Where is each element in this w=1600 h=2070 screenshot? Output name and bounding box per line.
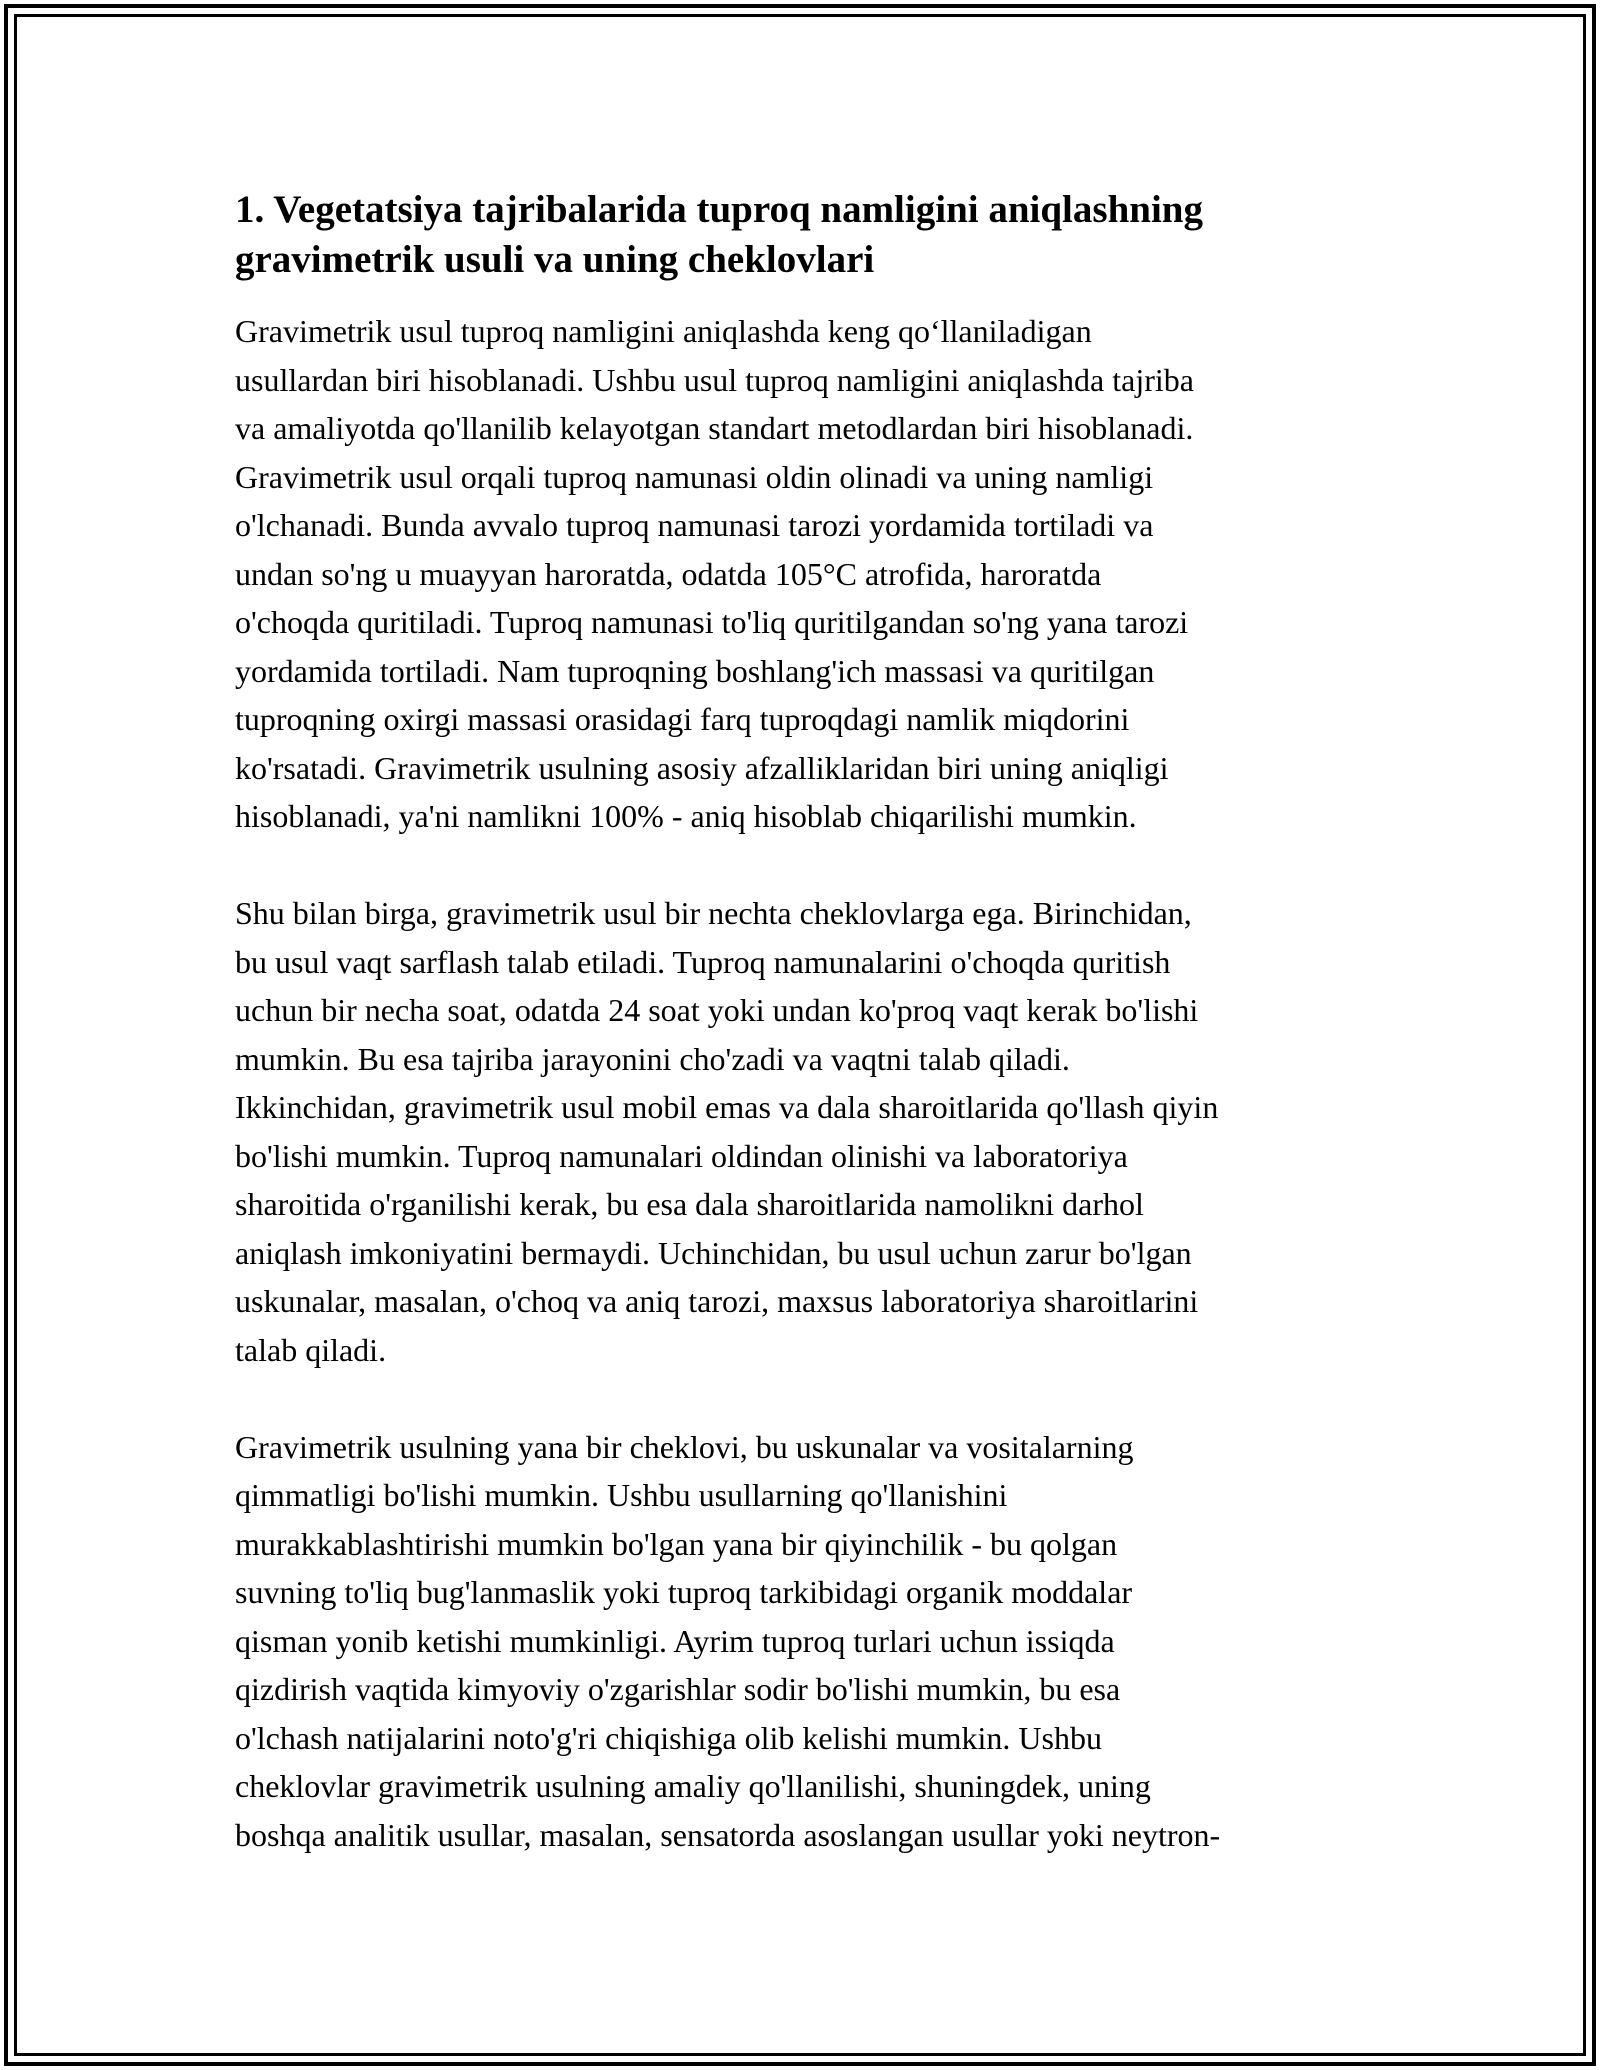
text-line: bu usul vaqt sarflash talab etiladi. Tuproq namunalarini o'choqda quritish [235,943,1171,980]
text-line: cheklovlar gravimetrik usulning amaliy qo'llanilishi, shuningdek, uning [235,1768,1151,1804]
text-line: qimmatligi bo'lishi mumkin. Ushbu usullarning qo'llanishini [235,1477,1008,1513]
text-line: Ikkinchidan, gravimetrik usul mobil emas va dala sharoitlarida qo'llash qiyin [235,1089,1219,1125]
text-line: Gravimetrik usul orqali tuproq namunasi oldin olinadi va uning namligi [235,458,1154,495]
text-line: boshqa analitik usullar, masalan, sensatorda asoslangan usullar yoki neytron- [235,1816,1221,1853]
text-line: mumkin. Bu esa tajriba jarayonini cho'zadi va vaqtni talab qiladi. [235,1040,1070,1077]
text-line: qisman yonib ketishi mumkinligi. Ayrim tuproq turlari uchun issiqda [235,1622,1115,1659]
text-line: hisoblanadi, ya'ni namlikni 100% - aniq hisoblab chiqarilishi mumkin. [235,798,1137,834]
paragraph-1 [235,307,1375,841]
text-line: aniqlash imkoniyatini bermaydi. Uchinchidan, bu usul uchun zarur bo'lgan [235,1234,1192,1271]
text-line: usullardan biri hisoblanadi. Ushbu usul tuproq namligini aniqlashda tajriba [235,361,1194,398]
text-line: undan so'ng u muayyan haroratda, odatda 105°C atrofida, haroratda [235,555,1102,592]
text-line: bo'lishi mumkin. Tuproq namunalari oldindan olinishi va laboratoriya [235,1137,1128,1174]
text-line: uchun bir necha soat, odatda 24 soat yoki undan ko'proq vaqt kerak bo'lishi [235,992,1199,1028]
paragraph-3 [235,1423,1375,1860]
text-line: Gravimetrik usulning yana bir cheklovi, bu uskunalar va vositalarning [235,1428,1134,1465]
text-line: uskunalar, masalan, o'choq va aniq tarozi, maxsus laboratoriya sharoitlarini [235,1283,1199,1319]
paragraph-2 [235,889,1375,1374]
text-line: ko'rsatadi. Gravimetrik usulning asosiy afzalliklaridan biri uning aniqligi [235,749,1169,786]
section-heading [235,185,1375,285]
heading-line: gravimetrik usuli va uning cheklovlari [235,238,875,281]
heading-line: 1. Vegetatsiya tajribalarida tuproq namligini aniqlashning [235,188,1203,231]
text-line: qizdirish vaqtida kimyoviy o'zgarishlar sodir bo'lishi mumkin, bu esa [235,1671,1121,1707]
text-line: talab qiladi. [235,1331,387,1368]
text-line: yordamida tortiladi. Nam tuproqning boshlang'ich massasi va quritilgan [235,652,1155,689]
text-line: o'choqda quritiladi. Tuproq namunasi to'liq quritilgandan so'ng yana tarozi [235,604,1189,640]
text-line: sharoitida o'rganilishi kerak, bu esa dala sharoitlarida namolikni darhol [235,1186,1144,1222]
text-line: o'lchanadi. Bunda avvalo tuproq namunasi tarozi yordamida tortiladi va [235,507,1154,543]
text-line: Gravimetrik usul tuproq namligini aniqlashda keng qo‘llaniladigan [235,313,1092,349]
text-line: murakkablashtirishi mumkin bo'lgan yana bir qiyinchilik - bu qolgan [235,1525,1118,1562]
document-body [235,185,1375,1908]
text-line: suvning to'liq bug'lanmaslik yoki tuproq tarkibidagi organik moddalar [235,1574,1133,1610]
text-line: va amaliyotda qo'llanilib kelayotgan standart metodlardan biri hisoblanadi. [235,410,1194,446]
text-line: tuproqning oxirgi massasi orasidagi farq tuproqdagi namlik miqdorini [235,701,1130,737]
text-line: Shu bilan birga, gravimetrik usul bir nechta cheklovlarga ega. Birinchidan, [235,895,1192,931]
text-line: o'lchash natijalarini noto'g'ri chiqishiga olib kelishi mumkin. Ushbu [235,1719,1102,1756]
